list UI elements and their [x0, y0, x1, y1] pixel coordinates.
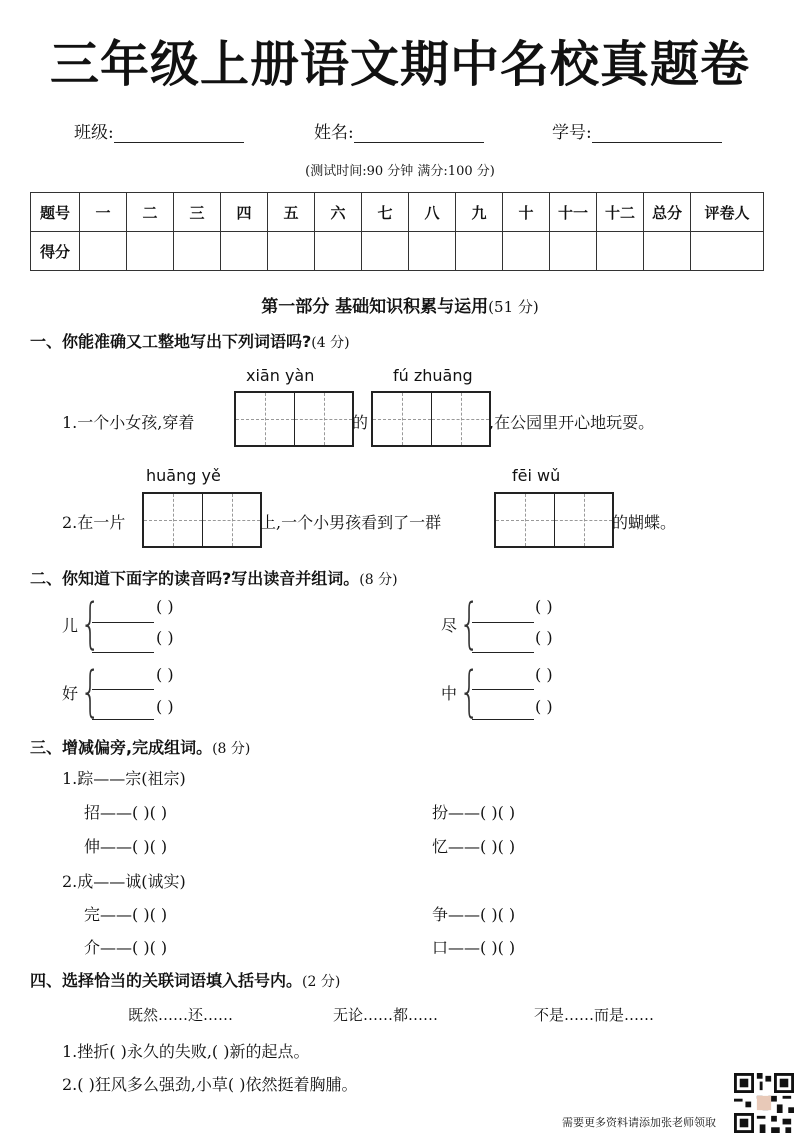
score-header-cell: 九 [456, 193, 503, 232]
q4-points: (2 分) [302, 974, 341, 990]
score-header-cell: 四 [221, 193, 268, 232]
pinyin-huangye: huāng yě [146, 466, 221, 485]
score-cell[interactable] [644, 232, 691, 271]
score-cell[interactable] [597, 232, 644, 271]
word-paren[interactable]: ( ) [156, 665, 174, 684]
score-header-cell: 评卷人 [691, 193, 764, 232]
score-cell[interactable] [456, 232, 503, 271]
writing-grid-huangye[interactable] [142, 492, 262, 548]
pinyin-blank[interactable] [472, 718, 534, 720]
score-header-cell: 八 [409, 193, 456, 232]
score-header-cell: 五 [268, 193, 315, 232]
writing-cell[interactable] [202, 494, 260, 546]
q1-heading-text: 一、你能准确又工整地写出下列词语吗? [30, 332, 312, 351]
score-cell[interactable] [362, 232, 409, 271]
score-header-cell: 十 [503, 193, 550, 232]
writing-grid-feiwu[interactable] [494, 492, 614, 548]
pinyin-blank[interactable] [472, 621, 534, 623]
pinyin-blank[interactable] [92, 718, 154, 720]
score-header-cell: 总分 [644, 193, 691, 232]
writing-grid-fuzhuang[interactable] [371, 391, 491, 447]
q4-heading [30, 968, 340, 991]
brace-icon: { [459, 592, 480, 655]
score-header-cell: 六 [315, 193, 362, 232]
q3-row-left[interactable]: 伸——( )( ) [84, 837, 168, 856]
brace-icon: { [80, 660, 101, 723]
pinyin-blank[interactable] [92, 651, 154, 653]
q3-row-left[interactable]: 招——( )( ) [84, 803, 168, 822]
option-wulun: 无论……都…… [333, 1006, 439, 1024]
footer-note: 需要更多资料请添加张老师领取 [562, 1116, 716, 1129]
pinyin-blank[interactable] [92, 621, 154, 623]
score-cell[interactable] [221, 232, 268, 271]
word-paren[interactable]: ( ) [535, 628, 553, 647]
name-field [314, 118, 484, 143]
score-header-cell: 题号 [31, 193, 80, 232]
word-paren[interactable]: ( ) [156, 697, 174, 716]
pinyin-blank[interactable] [92, 688, 154, 690]
writing-cell[interactable] [236, 393, 294, 445]
q1-points: (4 分) [311, 335, 350, 351]
pinyin-feiwu: fēi wǔ [512, 466, 561, 485]
brace-icon: { [80, 592, 101, 655]
part1-points: (51 分) [488, 298, 539, 316]
test-note: (测试时间:90 分钟 满分:100 分) [305, 164, 495, 179]
q1-s1-post: ,在公园里开心地玩耍。 [489, 413, 655, 432]
writing-grid-xianyan[interactable] [234, 391, 354, 447]
part1-title [0, 292, 800, 317]
score-header-cell: 七 [362, 193, 409, 232]
q1-s2-post: 的蝴蝶。 [612, 513, 677, 532]
option-jiran: 既然……还…… [128, 1006, 234, 1024]
class-label: 班级: [74, 123, 114, 143]
q3-row-right[interactable]: 忆——( )( ) [432, 837, 516, 856]
q3-example-1: 1.踪——宗(祖宗) [62, 769, 186, 788]
char-hao: 好 [62, 684, 79, 703]
score-header-cell: 一 [80, 193, 127, 232]
q3-heading-text: 三、增减偏旁,完成组词。 [30, 738, 213, 757]
pinyin-blank[interactable] [472, 688, 534, 690]
q2-heading [30, 566, 398, 589]
score-cell[interactable] [174, 232, 221, 271]
id-blank[interactable] [592, 124, 722, 143]
id-field [552, 118, 722, 143]
writing-cell[interactable] [144, 494, 202, 546]
q3-points: (8 分) [212, 741, 251, 757]
score-cell[interactable] [268, 232, 315, 271]
q1-s2-mid: 上,一个小男孩看到了一群 [260, 513, 442, 532]
class-blank[interactable] [114, 124, 244, 143]
score-cell[interactable] [127, 232, 174, 271]
word-paren[interactable]: ( ) [535, 665, 553, 684]
q4-heading-text: 四、选择恰当的关联词语填入括号内。 [30, 971, 303, 990]
id-label: 学号: [552, 123, 592, 143]
q1-heading [30, 329, 350, 352]
page-title: 三年级上册语文期中名校真题卷 [49, 36, 750, 93]
score-table [30, 192, 764, 271]
word-paren[interactable]: ( ) [156, 597, 174, 616]
score-header-cell: 十二 [597, 193, 644, 232]
q3-row-right[interactable]: 争——( )( ) [432, 905, 516, 924]
q3-row-right[interactable]: 口——( )( ) [432, 938, 516, 957]
score-cell[interactable] [550, 232, 597, 271]
q3-heading [30, 735, 250, 758]
score-row-label: 得分 [31, 232, 80, 271]
score-cell[interactable] [80, 232, 127, 271]
option-bushi: 不是……而是…… [534, 1006, 655, 1024]
word-paren[interactable]: ( ) [535, 597, 553, 616]
score-value-row [31, 232, 764, 271]
char-zhong: 中 [441, 684, 458, 703]
char-er: 儿 [62, 616, 79, 635]
q2-points: (8 分) [359, 572, 398, 588]
pinyin-blank[interactable] [472, 651, 534, 653]
char-jin: 尽 [441, 616, 458, 635]
qr-code-icon [734, 1073, 794, 1133]
score-cell[interactable] [409, 232, 456, 271]
writing-cell[interactable] [431, 393, 489, 445]
name-blank[interactable] [354, 124, 484, 143]
score-header-cell: 十一 [550, 193, 597, 232]
word-paren[interactable]: ( ) [156, 628, 174, 647]
writing-cell[interactable] [294, 393, 352, 445]
brace-icon: { [459, 660, 480, 723]
writing-cell[interactable] [373, 393, 431, 445]
pinyin-fuzhuang: fú zhuāng [393, 366, 473, 385]
q4-sentence-1[interactable]: 1.挫折( )永久的失败,( )新的起点。 [62, 1042, 310, 1061]
score-cell[interactable] [315, 232, 362, 271]
q1-s1-mid: 的 [352, 413, 369, 432]
word-paren[interactable]: ( ) [535, 697, 553, 716]
score-header-cell: 三 [174, 193, 221, 232]
score-cell[interactable] [691, 232, 764, 271]
name-label: 姓名: [314, 123, 354, 143]
q3-row-left[interactable]: 完——( )( ) [84, 905, 168, 924]
score-header-cell: 二 [127, 193, 174, 232]
pinyin-xianyan: xiān yàn [246, 366, 315, 385]
part1-title-text: 第一部分 基础知识积累与运用 [261, 297, 489, 317]
q2-heading-text: 二、你知道下面字的读音吗?写出读音并组词。 [30, 569, 360, 588]
writing-cell[interactable] [496, 494, 554, 546]
score-header-row [31, 193, 764, 232]
q4-sentence-2[interactable]: 2.( )狂风多么强劲,小草( )依然挺着胸脯。 [62, 1075, 358, 1094]
q1-s1-pre: 1.一个小女孩,穿着 [62, 413, 195, 432]
q3-row-right[interactable]: 扮——( )( ) [432, 803, 516, 822]
score-cell[interactable] [503, 232, 550, 271]
q3-example-2: 2.成——诚(诚实) [62, 872, 186, 891]
writing-cell[interactable] [554, 494, 612, 546]
q1-s2-pre: 2.在一片 [62, 513, 126, 532]
class-field [74, 118, 244, 143]
q3-row-left[interactable]: 介——( )( ) [84, 938, 168, 957]
